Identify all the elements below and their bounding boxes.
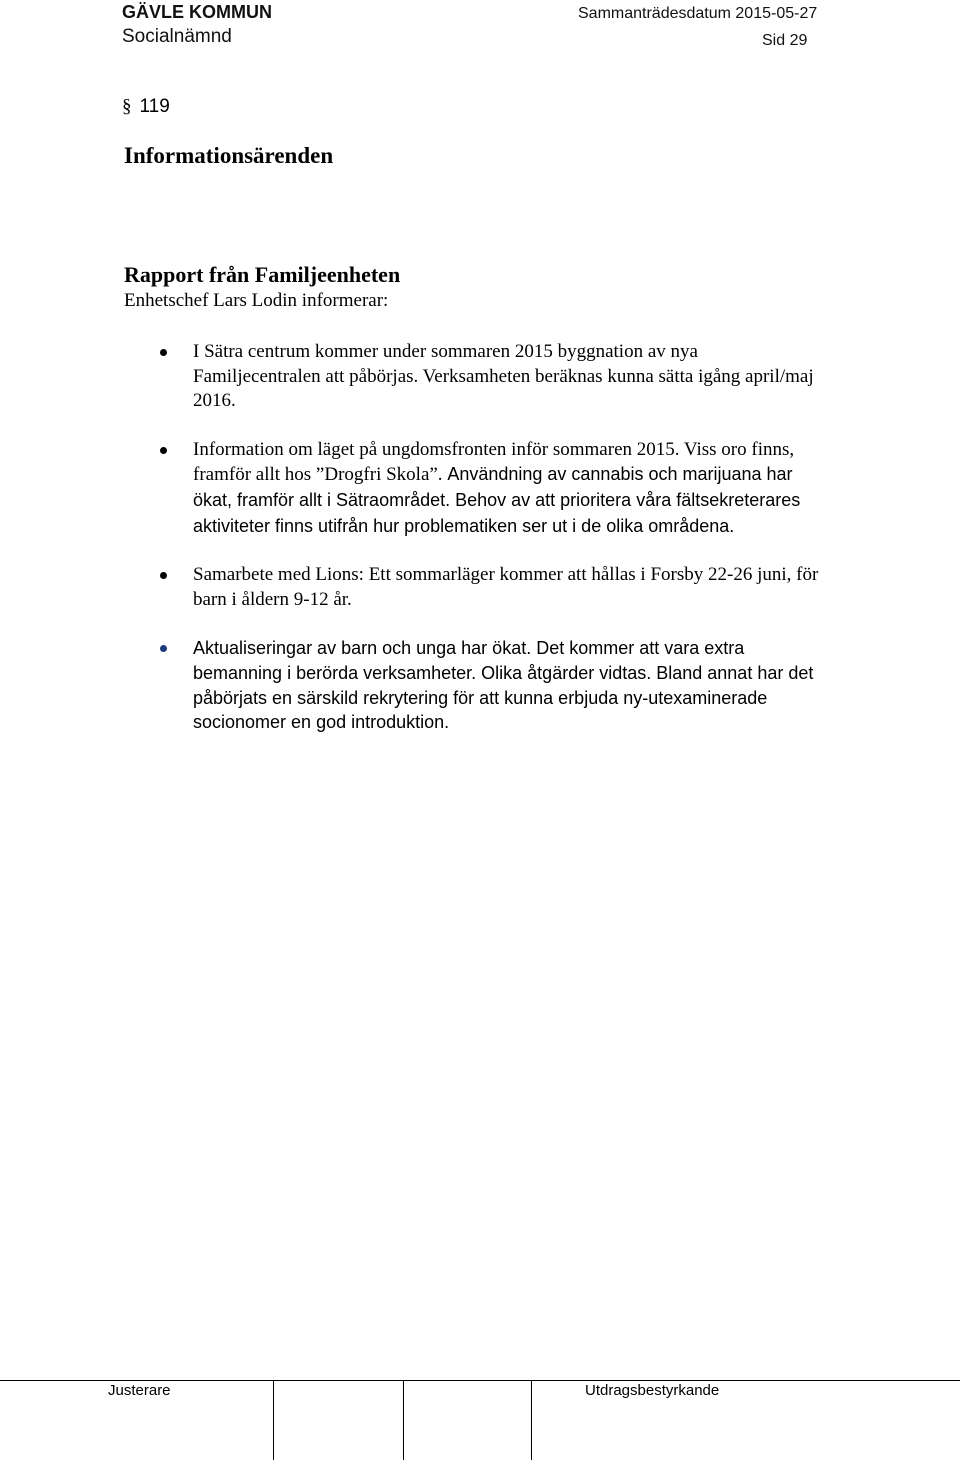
board-name: Socialnämnd [122, 26, 232, 47]
bullet-icon [160, 645, 167, 652]
bullet-icon [160, 349, 167, 356]
list-item [124, 340, 824, 414]
bullet-icon [160, 572, 167, 579]
list-item-text: I Sätra centrum kommer under sommaren 2015 byggnation av nya Familjecentralen att påbörjas. Verksamheten beräknas kunna sätta igång april/maj 2016. [193, 341, 814, 412]
report-bullet-list [124, 340, 824, 759]
footer-utdragsbestyrkande-label: Utdragsbestyrkande [585, 1382, 720, 1399]
bullet-icon [160, 447, 167, 454]
page-number: Sid 29 [762, 32, 808, 49]
subsection-intro: Enhetschef Lars Lodin informerar: [124, 290, 389, 311]
paragraph-sign: § [122, 96, 132, 117]
list-item-text: Information om läget på ungdomsfronten inför sommaren 2015. Viss oro finns, framför allt hos ”Drogfri Skola”. [193, 438, 795, 486]
footer-divider [531, 1380, 532, 1460]
section-title: Informationsärenden [124, 143, 334, 168]
paragraph-number [122, 96, 170, 118]
footer-rule [0, 1380, 960, 1381]
footer-divider [403, 1380, 404, 1460]
list-item [124, 563, 824, 612]
list-item [124, 636, 824, 734]
subsection-title: Rapport från Familjeenheten [124, 262, 401, 287]
list-item-text-continued: Användning av cannabis och marijuana har ökat, framför allt i Sätraområdet. Behov av att prioritera våra fältsekreterares aktiviteter finns utifrån hur problematiken ser ut i de olika områdena. [193, 464, 801, 536]
footer-justerare-label: Justerare [108, 1382, 171, 1399]
footer-divider [273, 1380, 274, 1460]
organization-name: GÄVLE KOMMUN [122, 2, 272, 22]
list-item [124, 438, 824, 539]
list-item-text: Aktualiseringar av barn och unga har ökat. Det kommer att vara extra bemanning i berörda verksamheter. Olika åtgärder vidtas. Bland annat har det påbörjats en särskild rekrytering för att kunna erbjuda ny-utexaminerade socionomer en god introduktion. [193, 638, 814, 733]
list-item-text: Samarbete med Lions: Ett sommarläger kommer att hållas i Forsby 22-26 juni, för barn i åldern 9-12 år. [193, 564, 819, 610]
meeting-date: Sammanträdesdatum 2015-05-27 [578, 5, 818, 22]
paragraph-number-value: 119 [139, 96, 170, 117]
